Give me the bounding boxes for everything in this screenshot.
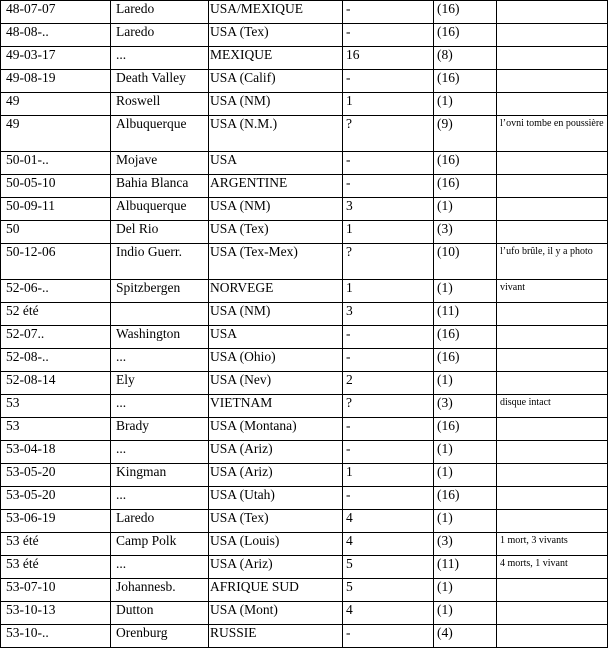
- place-cell: ...: [111, 395, 209, 418]
- date-cell: 53-07-10: [1, 579, 111, 602]
- note-cell: [497, 372, 608, 395]
- count-cell: -: [343, 349, 434, 372]
- note-cell: [497, 1, 608, 24]
- note-cell: [497, 441, 608, 464]
- date-cell: 50-01-..: [1, 152, 111, 175]
- table-row: [1, 556, 608, 579]
- reference-cell: (16): [434, 418, 497, 441]
- table-row: [1, 70, 608, 93]
- date-cell: 50-09-11: [1, 198, 111, 221]
- place-cell: [111, 303, 209, 326]
- date-cell: 52 été: [1, 303, 111, 326]
- reference-cell: (10): [434, 244, 497, 280]
- count-cell: ?: [343, 244, 434, 280]
- count-cell: -: [343, 152, 434, 175]
- date-cell: 53: [1, 395, 111, 418]
- reference-cell: (11): [434, 303, 497, 326]
- place-cell: ...: [111, 349, 209, 372]
- date-cell: 53: [1, 418, 111, 441]
- count-cell: -: [343, 70, 434, 93]
- table-row: [1, 116, 608, 152]
- note-cell: [497, 602, 608, 625]
- date-cell: 53-05-20: [1, 487, 111, 510]
- note-cell: [497, 510, 608, 533]
- note-cell: [497, 152, 608, 175]
- place-cell: ...: [111, 487, 209, 510]
- reference-cell: (3): [434, 395, 497, 418]
- country-cell: ARGENTINE: [209, 175, 343, 198]
- place-cell: Laredo: [111, 24, 209, 47]
- count-cell: 4: [343, 510, 434, 533]
- count-cell: 4: [343, 533, 434, 556]
- note-cell: vivant: [497, 280, 608, 303]
- reference-cell: (1): [434, 510, 497, 533]
- count-cell: 1: [343, 464, 434, 487]
- place-cell: Washington: [111, 326, 209, 349]
- note-cell: l’ovni tombe en poussière: [497, 116, 608, 152]
- date-cell: 52-08-14: [1, 372, 111, 395]
- table-row: [1, 221, 608, 244]
- date-cell: 50-05-10: [1, 175, 111, 198]
- reference-cell: (16): [434, 70, 497, 93]
- date-cell: 49-08-19: [1, 70, 111, 93]
- count-cell: 2: [343, 372, 434, 395]
- table-row: [1, 602, 608, 625]
- count-cell: 5: [343, 579, 434, 602]
- country-cell: USA (NM): [209, 93, 343, 116]
- count-cell: 1: [343, 93, 434, 116]
- place-cell: Camp Polk: [111, 533, 209, 556]
- table-body: [1, 1, 608, 648]
- date-cell: 49: [1, 93, 111, 116]
- note-cell: [497, 198, 608, 221]
- count-cell: 3: [343, 198, 434, 221]
- count-cell: ?: [343, 395, 434, 418]
- reference-cell: (3): [434, 533, 497, 556]
- date-cell: 48-08-..: [1, 24, 111, 47]
- country-cell: USA (Calif): [209, 70, 343, 93]
- date-cell: 53-05-20: [1, 464, 111, 487]
- place-cell: Spitzbergen: [111, 280, 209, 303]
- count-cell: 16: [343, 47, 434, 70]
- note-cell: [497, 579, 608, 602]
- country-cell: NORVEGE: [209, 280, 343, 303]
- table-row: [1, 1, 608, 24]
- note-cell: disque intact: [497, 395, 608, 418]
- country-cell: USA (Tex): [209, 221, 343, 244]
- note-cell: [497, 625, 608, 648]
- note-cell: [497, 70, 608, 93]
- note-cell: 1 mort, 3 vivants: [497, 533, 608, 556]
- place-cell: ...: [111, 441, 209, 464]
- country-cell: USA (Tex): [209, 24, 343, 47]
- note-cell: [497, 47, 608, 70]
- country-cell: USA (Montana): [209, 418, 343, 441]
- date-cell: 48-07-07: [1, 1, 111, 24]
- reference-cell: (1): [434, 464, 497, 487]
- place-cell: Dutton: [111, 602, 209, 625]
- count-cell: -: [343, 1, 434, 24]
- count-cell: 1: [343, 221, 434, 244]
- reference-cell: (3): [434, 221, 497, 244]
- note-cell: [497, 93, 608, 116]
- count-cell: -: [343, 418, 434, 441]
- country-cell: VIETNAM: [209, 395, 343, 418]
- country-cell: USA (Nev): [209, 372, 343, 395]
- count-cell: -: [343, 625, 434, 648]
- table-row: [1, 198, 608, 221]
- table-row: [1, 625, 608, 648]
- country-cell: USA (Louis): [209, 533, 343, 556]
- date-cell: 49: [1, 116, 111, 152]
- table-row: [1, 280, 608, 303]
- date-cell: 53-10-..: [1, 625, 111, 648]
- place-cell: Bahia Blanca: [111, 175, 209, 198]
- date-cell: 52-08-..: [1, 349, 111, 372]
- table-row: [1, 372, 608, 395]
- count-cell: 3: [343, 303, 434, 326]
- country-cell: USA: [209, 152, 343, 175]
- note-cell: [497, 24, 608, 47]
- country-cell: MEXIQUE: [209, 47, 343, 70]
- place-cell: Death Valley: [111, 70, 209, 93]
- table-row: [1, 579, 608, 602]
- table-row: [1, 303, 608, 326]
- reference-cell: (1): [434, 93, 497, 116]
- country-cell: USA (Ariz): [209, 464, 343, 487]
- date-cell: 53-06-19: [1, 510, 111, 533]
- reference-cell: (11): [434, 556, 497, 579]
- country-cell: USA (Ohio): [209, 349, 343, 372]
- count-cell: -: [343, 441, 434, 464]
- table-row: [1, 175, 608, 198]
- reference-cell: (1): [434, 280, 497, 303]
- date-cell: 53-10-13: [1, 602, 111, 625]
- note-cell: 4 morts, 1 vivant: [497, 556, 608, 579]
- place-cell: Mojave: [111, 152, 209, 175]
- place-cell: Albuquerque: [111, 198, 209, 221]
- country-cell: AFRIQUE SUD: [209, 579, 343, 602]
- note-cell: [497, 221, 608, 244]
- note-cell: [497, 175, 608, 198]
- date-cell: 53-04-18: [1, 441, 111, 464]
- count-cell: -: [343, 487, 434, 510]
- reference-cell: (1): [434, 602, 497, 625]
- place-cell: Brady: [111, 418, 209, 441]
- note-cell: [497, 303, 608, 326]
- table-row: [1, 244, 608, 280]
- place-cell: Orenburg: [111, 625, 209, 648]
- reference-cell: (16): [434, 326, 497, 349]
- country-cell: USA (Ariz): [209, 441, 343, 464]
- place-cell: Johannesb.: [111, 579, 209, 602]
- table-row: [1, 24, 608, 47]
- count-cell: 5: [343, 556, 434, 579]
- date-cell: 49-03-17: [1, 47, 111, 70]
- note-cell: [497, 464, 608, 487]
- reference-cell: (1): [434, 441, 497, 464]
- date-cell: 50-12-06: [1, 244, 111, 280]
- place-cell: Laredo: [111, 1, 209, 24]
- place-cell: ...: [111, 47, 209, 70]
- table-row: [1, 510, 608, 533]
- count-cell: -: [343, 24, 434, 47]
- note-cell: [497, 349, 608, 372]
- table-row: [1, 152, 608, 175]
- table-row: [1, 349, 608, 372]
- country-cell: USA (NM): [209, 303, 343, 326]
- count-cell: 4: [343, 602, 434, 625]
- place-cell: Kingman: [111, 464, 209, 487]
- date-cell: 53 été: [1, 556, 111, 579]
- place-cell: ...: [111, 556, 209, 579]
- place-cell: Indio Guerr.: [111, 244, 209, 280]
- reference-cell: (16): [434, 1, 497, 24]
- place-cell: Roswell: [111, 93, 209, 116]
- note-cell: [497, 418, 608, 441]
- reference-cell: (8): [434, 47, 497, 70]
- country-cell: USA (Ariz): [209, 556, 343, 579]
- reference-cell: (1): [434, 198, 497, 221]
- place-cell: Del Rio: [111, 221, 209, 244]
- reference-cell: (1): [434, 579, 497, 602]
- date-cell: 52-07..: [1, 326, 111, 349]
- note-cell: l’ufo brûle, il y a photo: [497, 244, 608, 280]
- count-cell: ?: [343, 116, 434, 152]
- date-cell: 53 été: [1, 533, 111, 556]
- table-row: [1, 441, 608, 464]
- reference-cell: (9): [434, 116, 497, 152]
- place-cell: Ely: [111, 372, 209, 395]
- reference-cell: (16): [434, 175, 497, 198]
- place-cell: Laredo: [111, 510, 209, 533]
- country-cell: RUSSIE: [209, 625, 343, 648]
- country-cell: USA (NM): [209, 198, 343, 221]
- country-cell: USA: [209, 326, 343, 349]
- table-row: [1, 47, 608, 70]
- table-row: [1, 326, 608, 349]
- country-cell: USA/MEXIQUE: [209, 1, 343, 24]
- table-row: [1, 418, 608, 441]
- count-cell: -: [343, 326, 434, 349]
- reference-cell: (4): [434, 625, 497, 648]
- reference-cell: (16): [434, 152, 497, 175]
- table-row: [1, 464, 608, 487]
- count-cell: -: [343, 175, 434, 198]
- reference-cell: (1): [434, 372, 497, 395]
- table-row: [1, 93, 608, 116]
- country-cell: USA (Tex): [209, 510, 343, 533]
- reference-cell: (16): [434, 24, 497, 47]
- country-cell: USA (Mont): [209, 602, 343, 625]
- country-cell: USA (Utah): [209, 487, 343, 510]
- date-cell: 52-06-..: [1, 280, 111, 303]
- reference-cell: (16): [434, 349, 497, 372]
- table-row: [1, 487, 608, 510]
- note-cell: [497, 326, 608, 349]
- count-cell: 1: [343, 280, 434, 303]
- country-cell: USA (Tex-Mex): [209, 244, 343, 280]
- place-cell: Albuquerque: [111, 116, 209, 152]
- reference-cell: (16): [434, 487, 497, 510]
- country-cell: USA (N.M.): [209, 116, 343, 152]
- date-cell: 50: [1, 221, 111, 244]
- table-row: [1, 533, 608, 556]
- table-row: [1, 395, 608, 418]
- note-cell: [497, 487, 608, 510]
